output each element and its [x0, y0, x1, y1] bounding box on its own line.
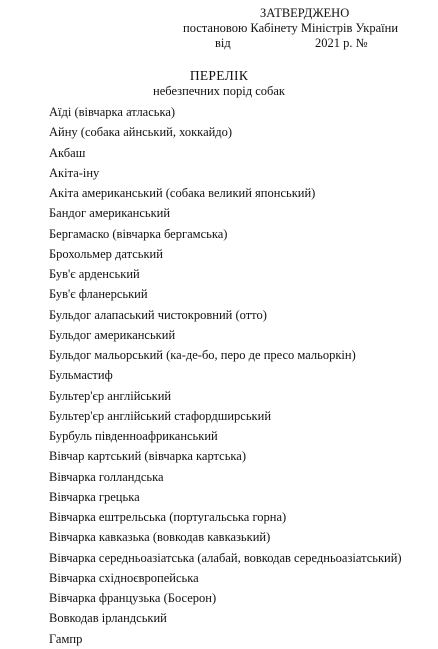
breed-list-item: Бергамаско (вівчарка бергамська)	[49, 226, 228, 241]
breed-list-item: Бультер'єр англійський	[49, 388, 172, 403]
approval-title: ЗАТВЕРДЖЕНО	[260, 6, 350, 20]
breed-list-item: Акбаш	[49, 145, 86, 160]
approval-date-line	[175, 36, 395, 51]
breed-list-item: Вівчар картський (вівчарка картська)	[49, 449, 246, 464]
breed-list-item: Вівчарка східноєвропейська	[49, 570, 199, 585]
breed-list-item: Вівчарка ештрельська (португальська горна)	[49, 510, 287, 524]
breed-list-item: Бульдог американський	[49, 327, 176, 342]
breed-list-item: Аїді (вівчарка атласька)	[49, 105, 176, 119]
approval-stamp	[175, 6, 399, 51]
breed-list-item: Бульдог алапаський чистокровний (отто)	[49, 307, 267, 322]
approval-from: від	[215, 36, 231, 50]
breed-list-item: Бультер'єр англійський стафордширський	[49, 408, 272, 423]
approval-resolution: постановою Кабінету Міністрів України	[183, 21, 399, 35]
breed-list-item: Бульдог мальорський (ка-де-бо, перо де пресо мальоркін)	[49, 348, 356, 362]
breed-list-item: Вівчарка середньоазіатська (алабай, вовкодав середньоазіатський)	[49, 550, 402, 565]
breed-list-item: Вівчарка кавказька (вовкодав кавказький)	[49, 530, 271, 545]
breed-list-item: Акіта американський (собака великий японський)	[49, 186, 316, 200]
breed-list	[49, 102, 402, 649]
breed-list-item: Вівчарка французька (Босерон)	[49, 591, 217, 605]
approval-year-number: 2021 р. №	[315, 36, 368, 50]
breed-list-item: Бандог американський	[49, 206, 171, 221]
breed-list-item: Акіта-іну	[49, 165, 100, 180]
breed-list-item: Бурбуль південноафриканський	[49, 429, 218, 443]
document-heading	[0, 68, 438, 99]
document-title: ПЕРЕЛІК	[189, 68, 249, 83]
breed-list-item: Айну (собака айнський, хоккайдо)	[49, 125, 233, 140]
breed-list-item: Був'є фланерський	[49, 287, 148, 302]
breed-list-item: Бульмастиф	[49, 368, 113, 383]
breed-list-item: Вовкодав ірландський	[49, 611, 167, 626]
document-subtitle: небезпечних порід собак	[153, 84, 285, 98]
breed-list-item: Брохольмер датський	[49, 246, 163, 261]
breed-list-item: Вівчарка голландська	[49, 469, 164, 484]
breed-list-item: Вівчарка грецька	[49, 489, 140, 504]
breed-list-item: Гампр	[49, 631, 83, 646]
breed-list-item: Був'є арденський	[49, 267, 140, 281]
